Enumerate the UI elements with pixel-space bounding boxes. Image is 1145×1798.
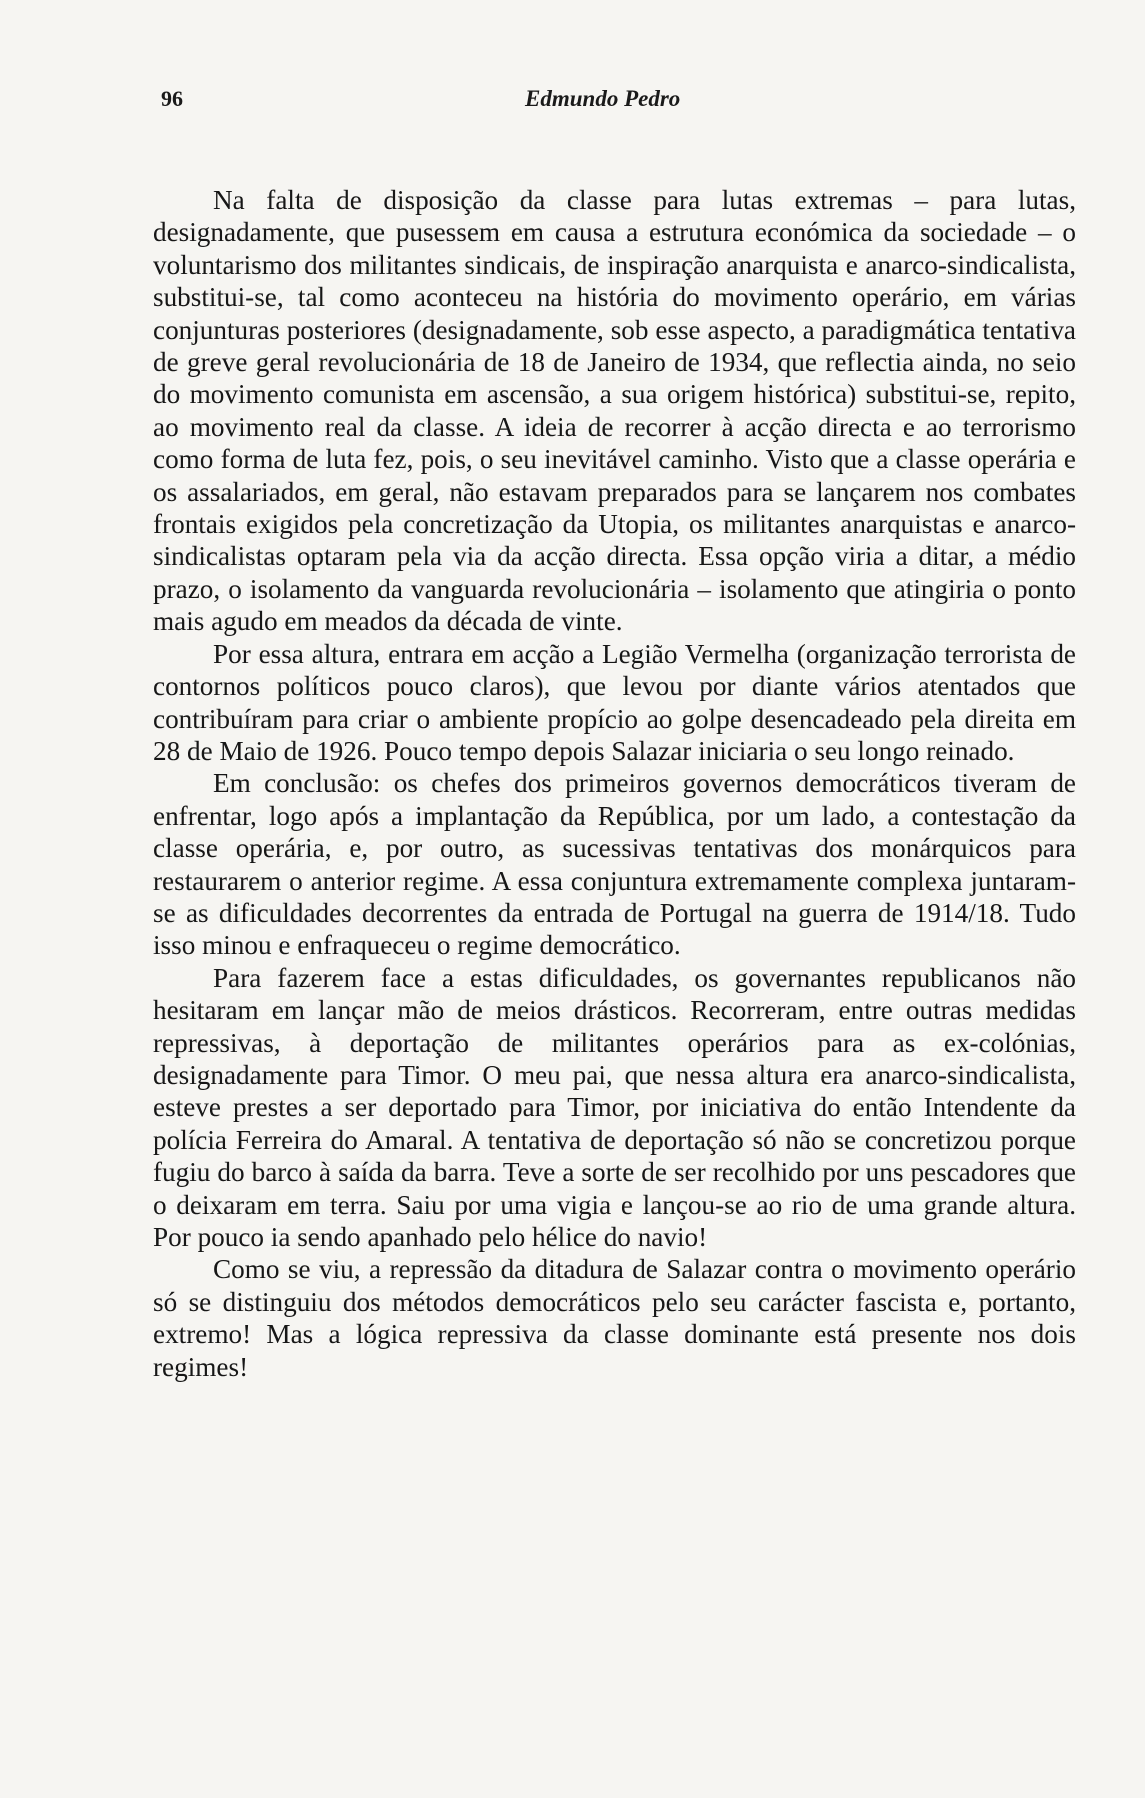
paragraph-2: Por essa altura, entrara em acção a Legião Vermelha (organização terrorista de contornos políticos pouco claros), que levou por diante vários atentados que contribuíram para criar o ambiente propício ao golpe desencadeado pela direita em 28 de Maio de 1926. Pouco tempo depois Salazar iniciaria o seu longo reinado. [153, 638, 1076, 766]
paragraph-1: Na falta de disposição da classe para lutas extremas – para lutas, designadamente, que pusessem em causa a estrutura económica da sociedade – o voluntarismo dos militantes sindicais, de inspiração anarquista e anarco-sindicalista, substitui-se, tal como aconteceu na história do movimento operário, em várias conjunturas posteriores (designadamente, sob esse aspecto, a paradigmática tentativa de greve geral revolucionária de 18 de Janeiro de 1934, que reflectia ainda, no seio do movimento comunista em ascensão, a sua origem histórica) substitui-se, repito, ao movimento real da classe. A ideia de recorrer à acção directa e ao terrorismo como forma de luta fez, pois, o seu inevitável caminho. Visto que a classe operária e os assalariados, em geral, não estavam preparados para se lançarem nos combates frontais exigidos pela concretização da Utopia, os militantes anarquistas e anarco-sindicalistas optaram pela via da acção directa. Essa opção viria a ditar, a médio prazo, o isolamento da vanguarda revolucionária – isolamento que atingiria o ponto mais agudo em meados da década de vinte. [153, 185, 1076, 637]
running-title: Edmundo Pedro [525, 86, 681, 111]
paragraph-4: Para fazerem face a estas dificuldades, os governantes republicanos não hesitaram em lançar mão de meios drásticos. Recorreram, entre outras medidas repressivas, à deportação de militantes operários para as ex-colónias, designadamente para Timor. O meu pai, que nessa altura era anarco-sindicalista, esteve prestes a ser deportado para Timor, por iniciativa do então Intendente da polícia Ferreira do Amaral. A tentativa de deportação só não se concretizou porque fugiu do barco à saída da barra. Teve a sorte de ser recolhido por uns pescadores que o deixaram em terra. Saiu por uma vigia e lançou-se ao rio de uma grande altura. Por pouco ia sendo apanhado pelo hélice do navio! [153, 962, 1076, 1252]
paragraph-3: Em conclusão: os chefes dos primeiros governos democráticos tiveram de enfrentar, logo após a implantação da República, por um lado, a contestação da classe operária, e, por outro, as sucessivas tentativas dos monárquicos para restaurarem o anterior regime. A essa conjuntura extremamente complexa juntaram-se as dificuldades decorrentes da entrada de Portugal na guerra de 1914/18. Tudo isso minou e enfraqueceu o regime democrático. [153, 768, 1076, 961]
running-head [161, 86, 1081, 116]
page-number: 96 [161, 86, 183, 111]
paragraph-5: Como se viu, a repressão da ditadura de Salazar contra o movimento operário só se distinguiu dos métodos democráticos pelo seu carácter fascista e, portanto, extremo! Mas a lógica repressiva da classe dominante está presente nos dois regimes! [153, 1254, 1076, 1382]
body-text [153, 184, 1076, 1383]
